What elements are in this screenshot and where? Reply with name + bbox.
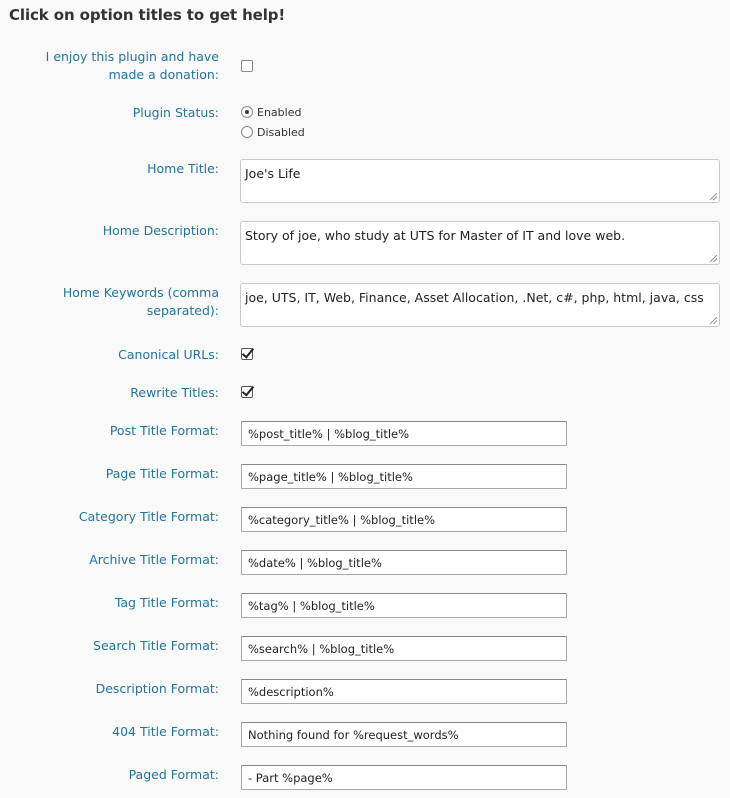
archive-title-format-input[interactable]: %date% | %blog_title% [241, 550, 567, 575]
post-title-format-input[interactable]: %post_title% | %blog_title% [241, 421, 567, 446]
plugin-status-label[interactable]: Plugin Status: [132, 105, 219, 120]
category-title-format-input[interactable]: %category_title% | %blog_title% [241, 507, 567, 532]
tag-title-format-label[interactable]: Tag Title Format: [114, 595, 219, 610]
home-description-textarea[interactable]: Story of joe, who study at UTS for Master of IT and love web. [240, 221, 720, 265]
donation-checkbox[interactable] [241, 60, 253, 72]
search-title-format-label[interactable]: Search Title Format: [93, 638, 219, 653]
paged-format-input[interactable]: - Part %page% [241, 765, 567, 790]
status-disabled-radio[interactable] [241, 126, 253, 138]
description-format-label[interactable]: Description Format: [95, 681, 219, 696]
canonical-urls-checkbox[interactable] [241, 348, 253, 360]
donation-label[interactable] [19, 48, 219, 84]
donation-label-line1: I enjoy this plugin and have [45, 49, 219, 64]
status-disabled-label: Disabled [257, 125, 305, 139]
canonical-urls-label[interactable]: Canonical URLs: [118, 347, 219, 362]
status-enabled-radio[interactable] [241, 106, 253, 118]
paged-format-label[interactable]: Paged Format: [128, 767, 219, 782]
status-enabled-label: Enabled [257, 105, 302, 119]
page-title-format-input[interactable]: %page_title% | %blog_title% [241, 464, 567, 489]
status-enabled-option[interactable] [241, 104, 301, 120]
home-title-label[interactable]: Home Title: [147, 161, 219, 176]
home-title-textarea[interactable]: Joe's Life [240, 159, 720, 203]
archive-title-format-label[interactable]: Archive Title Format: [89, 552, 219, 567]
404-title-format-label[interactable]: 404 Title Format: [112, 724, 219, 739]
rewrite-titles-checkbox[interactable] [241, 386, 253, 398]
description-format-input[interactable]: %description% [241, 679, 567, 704]
post-title-format-label[interactable]: Post Title Format: [109, 423, 219, 438]
category-title-format-label[interactable]: Category Title Format: [78, 509, 219, 524]
home-keywords-label[interactable] [19, 284, 219, 320]
search-title-format-input[interactable]: %search% | %blog_title% [241, 636, 567, 661]
home-description-label[interactable]: Home Description: [102, 223, 219, 238]
page-title-format-label[interactable]: Page Title Format: [105, 466, 219, 481]
tag-title-format-input[interactable]: %tag% | %blog_title% [241, 593, 567, 618]
status-disabled-option[interactable] [241, 124, 305, 140]
rewrite-titles-label[interactable]: Rewrite Titles: [130, 385, 219, 400]
404-title-format-input[interactable]: Nothing found for %request_words% [241, 722, 567, 747]
home-keywords-label-line2: separated): [146, 303, 219, 318]
page-title: Click on option titles to get help! [9, 6, 286, 24]
home-keywords-label-line1: Home Keywords (comma [62, 285, 219, 300]
donation-label-line2: made a donation: [108, 67, 219, 82]
home-keywords-textarea[interactable]: joe, UTS, IT, Web, Finance, Asset Allocation, .Net, c#, php, html, java, css [240, 283, 720, 327]
